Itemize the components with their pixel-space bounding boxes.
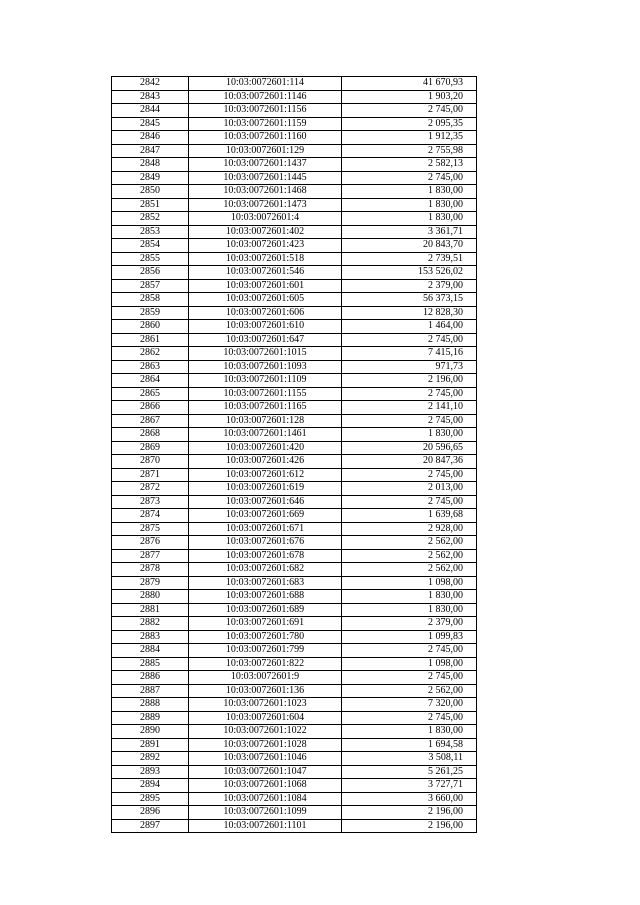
cadastral-number-cell: 10:03:0072601:683 xyxy=(189,576,342,590)
row-number-cell: 2891 xyxy=(112,738,189,752)
cadastral-number-cell: 10:03:0072601:129 xyxy=(189,144,342,158)
value-cell: 1 830,00 xyxy=(342,725,477,739)
value-cell: 3 361,71 xyxy=(342,225,477,239)
value-cell: 2 745,00 xyxy=(342,387,477,401)
value-cell: 1 830,00 xyxy=(342,185,477,199)
cadastral-number-cell: 10:03:0072601:1109 xyxy=(189,374,342,388)
row-number-cell: 2878 xyxy=(112,563,189,577)
table-row xyxy=(112,806,477,820)
value-cell: 2 379,00 xyxy=(342,617,477,631)
row-number-cell: 2882 xyxy=(112,617,189,631)
cadastral-number-cell: 10:03:0072601:423 xyxy=(189,239,342,253)
row-number-cell: 2842 xyxy=(112,77,189,91)
value-cell: 12 828,30 xyxy=(342,306,477,320)
cadastral-number-cell: 10:03:0072601:822 xyxy=(189,657,342,671)
cadastral-number-cell: 10:03:0072601:1146 xyxy=(189,90,342,104)
value-cell: 971,73 xyxy=(342,360,477,374)
value-cell: 2 745,00 xyxy=(342,171,477,185)
table-row xyxy=(112,266,477,280)
value-cell: 41 670,93 xyxy=(342,77,477,91)
cadastral-number-cell: 10:03:0072601:1047 xyxy=(189,765,342,779)
row-number-cell: 2884 xyxy=(112,644,189,658)
table-row xyxy=(112,306,477,320)
row-number-cell: 2862 xyxy=(112,347,189,361)
table-row xyxy=(112,644,477,658)
value-cell: 2 013,00 xyxy=(342,482,477,496)
value-cell: 2 196,00 xyxy=(342,374,477,388)
row-number-cell: 2872 xyxy=(112,482,189,496)
table-row xyxy=(112,455,477,469)
row-number-cell: 2869 xyxy=(112,441,189,455)
table-row xyxy=(112,360,477,374)
value-cell: 5 261,25 xyxy=(342,765,477,779)
row-number-cell: 2847 xyxy=(112,144,189,158)
cadastral-number-cell: 10:03:0072601:671 xyxy=(189,522,342,536)
row-number-cell: 2856 xyxy=(112,266,189,280)
cadastral-number-cell: 10:03:0072601:678 xyxy=(189,549,342,563)
row-number-cell: 2883 xyxy=(112,630,189,644)
cadastral-number-cell: 10:03:0072601:799 xyxy=(189,644,342,658)
cadastral-number-cell: 10:03:0072601:669 xyxy=(189,509,342,523)
row-number-cell: 2851 xyxy=(112,198,189,212)
cadastral-number-cell: 10:03:0072601:1461 xyxy=(189,428,342,442)
table-row xyxy=(112,536,477,550)
value-cell: 2 582,13 xyxy=(342,158,477,172)
table-row xyxy=(112,468,477,482)
cadastral-number-cell: 10:03:0072601:546 xyxy=(189,266,342,280)
table-row xyxy=(112,374,477,388)
row-number-cell: 2873 xyxy=(112,495,189,509)
value-cell: 2 095,35 xyxy=(342,117,477,131)
table-row xyxy=(112,158,477,172)
table-row xyxy=(112,131,477,145)
table-row xyxy=(112,320,477,334)
value-cell: 2 745,00 xyxy=(342,644,477,658)
row-number-cell: 2896 xyxy=(112,806,189,820)
row-number-cell: 2890 xyxy=(112,725,189,739)
table-row xyxy=(112,482,477,496)
table-row xyxy=(112,819,477,833)
table-row xyxy=(112,725,477,739)
row-number-cell: 2879 xyxy=(112,576,189,590)
value-cell: 1 639,68 xyxy=(342,509,477,523)
cadastral-number-cell: 10:03:0072601:676 xyxy=(189,536,342,550)
value-cell: 20 596,65 xyxy=(342,441,477,455)
row-number-cell: 2861 xyxy=(112,333,189,347)
row-number-cell: 2889 xyxy=(112,711,189,725)
cadastral-number-cell: 10:03:0072601:604 xyxy=(189,711,342,725)
table-row xyxy=(112,239,477,253)
value-cell: 1 464,00 xyxy=(342,320,477,334)
table-row xyxy=(112,792,477,806)
cadastral-number-cell: 10:03:0072601:647 xyxy=(189,333,342,347)
value-cell: 3 660,00 xyxy=(342,792,477,806)
row-number-cell: 2845 xyxy=(112,117,189,131)
cadastral-number-cell: 10:03:0072601:1468 xyxy=(189,185,342,199)
table-row xyxy=(112,617,477,631)
cadastral-number-cell: 10:03:0072601:1046 xyxy=(189,752,342,766)
table-row xyxy=(112,495,477,509)
row-number-cell: 2848 xyxy=(112,158,189,172)
cadastral-number-cell: 10:03:0072601:136 xyxy=(189,684,342,698)
cadastral-number-cell: 10:03:0072601:1023 xyxy=(189,698,342,712)
row-number-cell: 2888 xyxy=(112,698,189,712)
table-row xyxy=(112,752,477,766)
cadastral-number-cell: 10:03:0072601:646 xyxy=(189,495,342,509)
table-row xyxy=(112,738,477,752)
table-row xyxy=(112,630,477,644)
value-cell: 3 508,11 xyxy=(342,752,477,766)
cadastral-number-cell: 10:03:0072601:1437 xyxy=(189,158,342,172)
row-number-cell: 2864 xyxy=(112,374,189,388)
table-row xyxy=(112,563,477,577)
row-number-cell: 2852 xyxy=(112,212,189,226)
row-number-cell: 2866 xyxy=(112,401,189,415)
row-number-cell: 2874 xyxy=(112,509,189,523)
value-cell: 3 727,71 xyxy=(342,779,477,793)
row-number-cell: 2880 xyxy=(112,590,189,604)
row-number-cell: 2885 xyxy=(112,657,189,671)
table-row xyxy=(112,77,477,91)
cadastral-number-cell: 10:03:0072601:1028 xyxy=(189,738,342,752)
table-row xyxy=(112,212,477,226)
table-row xyxy=(112,90,477,104)
table-row xyxy=(112,185,477,199)
row-number-cell: 2859 xyxy=(112,306,189,320)
table-row xyxy=(112,549,477,563)
cadastral-number-cell: 10:03:0072601:1445 xyxy=(189,171,342,185)
cadastral-number-cell: 10:03:0072601:1068 xyxy=(189,779,342,793)
value-cell: 1 830,00 xyxy=(342,428,477,442)
value-cell: 1 912,35 xyxy=(342,131,477,145)
row-number-cell: 2853 xyxy=(112,225,189,239)
row-number-cell: 2860 xyxy=(112,320,189,334)
value-cell: 2 755,98 xyxy=(342,144,477,158)
cadastral-number-cell: 10:03:0072601:691 xyxy=(189,617,342,631)
cadastral-number-cell: 10:03:0072601:1101 xyxy=(189,819,342,833)
table-row xyxy=(112,428,477,442)
row-number-cell: 2844 xyxy=(112,104,189,118)
row-number-cell: 2877 xyxy=(112,549,189,563)
value-cell: 2 562,00 xyxy=(342,563,477,577)
table-body xyxy=(112,77,477,833)
table-row xyxy=(112,603,477,617)
table-row xyxy=(112,590,477,604)
table-row xyxy=(112,698,477,712)
row-number-cell: 2857 xyxy=(112,279,189,293)
row-number-cell: 2881 xyxy=(112,603,189,617)
cadastral-number-cell: 10:03:0072601:420 xyxy=(189,441,342,455)
value-cell: 2 196,00 xyxy=(342,819,477,833)
cadastral-number-cell: 10:03:0072601:128 xyxy=(189,414,342,428)
value-cell: 1 830,00 xyxy=(342,198,477,212)
table-row xyxy=(112,671,477,685)
table-row xyxy=(112,198,477,212)
row-number-cell: 2854 xyxy=(112,239,189,253)
row-number-cell: 2875 xyxy=(112,522,189,536)
value-cell: 2 379,00 xyxy=(342,279,477,293)
value-cell: 2 745,00 xyxy=(342,495,477,509)
value-cell: 2 745,00 xyxy=(342,414,477,428)
value-cell: 7 320,00 xyxy=(342,698,477,712)
cadastral-number-cell: 10:03:0072601:1022 xyxy=(189,725,342,739)
row-number-cell: 2870 xyxy=(112,455,189,469)
row-number-cell: 2895 xyxy=(112,792,189,806)
row-number-cell: 2897 xyxy=(112,819,189,833)
value-cell: 20 847,36 xyxy=(342,455,477,469)
table-row xyxy=(112,522,477,536)
row-number-cell: 2855 xyxy=(112,252,189,266)
cadastral-number-cell: 10:03:0072601:601 xyxy=(189,279,342,293)
row-number-cell: 2887 xyxy=(112,684,189,698)
value-cell: 2 745,00 xyxy=(342,671,477,685)
row-number-cell: 2843 xyxy=(112,90,189,104)
value-cell: 1 903,20 xyxy=(342,90,477,104)
cadastral-number-cell: 10:03:0072601:9 xyxy=(189,671,342,685)
cadastral-number-cell: 10:03:0072601:689 xyxy=(189,603,342,617)
cadastral-number-cell: 10:03:0072601:606 xyxy=(189,306,342,320)
table-row xyxy=(112,657,477,671)
cadastral-number-cell: 10:03:0072601:114 xyxy=(189,77,342,91)
value-cell: 1 694,58 xyxy=(342,738,477,752)
value-cell: 2 141,10 xyxy=(342,401,477,415)
cadastral-number-cell: 10:03:0072601:1160 xyxy=(189,131,342,145)
row-number-cell: 2893 xyxy=(112,765,189,779)
value-cell: 2 562,00 xyxy=(342,536,477,550)
cadastral-number-cell: 10:03:0072601:1015 xyxy=(189,347,342,361)
table-row xyxy=(112,117,477,131)
cadastral-number-cell: 10:03:0072601:4 xyxy=(189,212,342,226)
table-row xyxy=(112,441,477,455)
value-cell: 1 830,00 xyxy=(342,212,477,226)
row-number-cell: 2850 xyxy=(112,185,189,199)
value-cell: 1 098,00 xyxy=(342,657,477,671)
value-cell: 1 830,00 xyxy=(342,590,477,604)
row-number-cell: 2892 xyxy=(112,752,189,766)
table-row xyxy=(112,414,477,428)
cadastral-number-cell: 10:03:0072601:619 xyxy=(189,482,342,496)
cadastral-number-cell: 10:03:0072601:1155 xyxy=(189,387,342,401)
value-cell: 56 373,15 xyxy=(342,293,477,307)
value-cell: 2 745,00 xyxy=(342,711,477,725)
table-row xyxy=(112,144,477,158)
table-row xyxy=(112,171,477,185)
table-row xyxy=(112,711,477,725)
cadastral-number-cell: 10:03:0072601:1099 xyxy=(189,806,342,820)
value-cell: 2 562,00 xyxy=(342,549,477,563)
cadastral-number-cell: 10:03:0072601:1156 xyxy=(189,104,342,118)
cadastral-number-cell: 10:03:0072601:1473 xyxy=(189,198,342,212)
cadastral-number-cell: 10:03:0072601:688 xyxy=(189,590,342,604)
value-cell: 153 526,02 xyxy=(342,266,477,280)
row-number-cell: 2867 xyxy=(112,414,189,428)
value-cell: 2 745,00 xyxy=(342,104,477,118)
value-cell: 2 745,00 xyxy=(342,333,477,347)
value-cell: 1 098,00 xyxy=(342,576,477,590)
cadastral-number-cell: 10:03:0072601:1165 xyxy=(189,401,342,415)
cadastral-number-cell: 10:03:0072601:402 xyxy=(189,225,342,239)
table-row xyxy=(112,387,477,401)
value-cell: 20 843,70 xyxy=(342,239,477,253)
row-number-cell: 2865 xyxy=(112,387,189,401)
row-number-cell: 2863 xyxy=(112,360,189,374)
row-number-cell: 2846 xyxy=(112,131,189,145)
table-row xyxy=(112,779,477,793)
cadastral-value-table xyxy=(111,76,477,833)
value-cell: 1 099,83 xyxy=(342,630,477,644)
cadastral-number-cell: 10:03:0072601:612 xyxy=(189,468,342,482)
cadastral-number-cell: 10:03:0072601:605 xyxy=(189,293,342,307)
cadastral-number-cell: 10:03:0072601:1093 xyxy=(189,360,342,374)
value-cell: 2 739,51 xyxy=(342,252,477,266)
row-number-cell: 2849 xyxy=(112,171,189,185)
table-row xyxy=(112,104,477,118)
table-row xyxy=(112,576,477,590)
table-row xyxy=(112,401,477,415)
table-row xyxy=(112,293,477,307)
row-number-cell: 2886 xyxy=(112,671,189,685)
table-row xyxy=(112,347,477,361)
row-number-cell: 2871 xyxy=(112,468,189,482)
row-number-cell: 2876 xyxy=(112,536,189,550)
cadastral-number-cell: 10:03:0072601:1159 xyxy=(189,117,342,131)
value-cell: 1 830,00 xyxy=(342,603,477,617)
cadastral-number-cell: 10:03:0072601:1084 xyxy=(189,792,342,806)
cadastral-number-cell: 10:03:0072601:610 xyxy=(189,320,342,334)
table-row xyxy=(112,252,477,266)
table-row xyxy=(112,684,477,698)
cadastral-number-cell: 10:03:0072601:780 xyxy=(189,630,342,644)
table-row xyxy=(112,279,477,293)
value-cell: 7 415,16 xyxy=(342,347,477,361)
table-row xyxy=(112,333,477,347)
value-cell: 2 745,00 xyxy=(342,468,477,482)
value-cell: 2 928,00 xyxy=(342,522,477,536)
value-cell: 2 196,00 xyxy=(342,806,477,820)
value-cell: 2 562,00 xyxy=(342,684,477,698)
cadastral-number-cell: 10:03:0072601:426 xyxy=(189,455,342,469)
row-number-cell: 2858 xyxy=(112,293,189,307)
row-number-cell: 2894 xyxy=(112,779,189,793)
table-row xyxy=(112,509,477,523)
row-number-cell: 2868 xyxy=(112,428,189,442)
cadastral-number-cell: 10:03:0072601:518 xyxy=(189,252,342,266)
table-row xyxy=(112,225,477,239)
cadastral-number-cell: 10:03:0072601:682 xyxy=(189,563,342,577)
table-row xyxy=(112,765,477,779)
